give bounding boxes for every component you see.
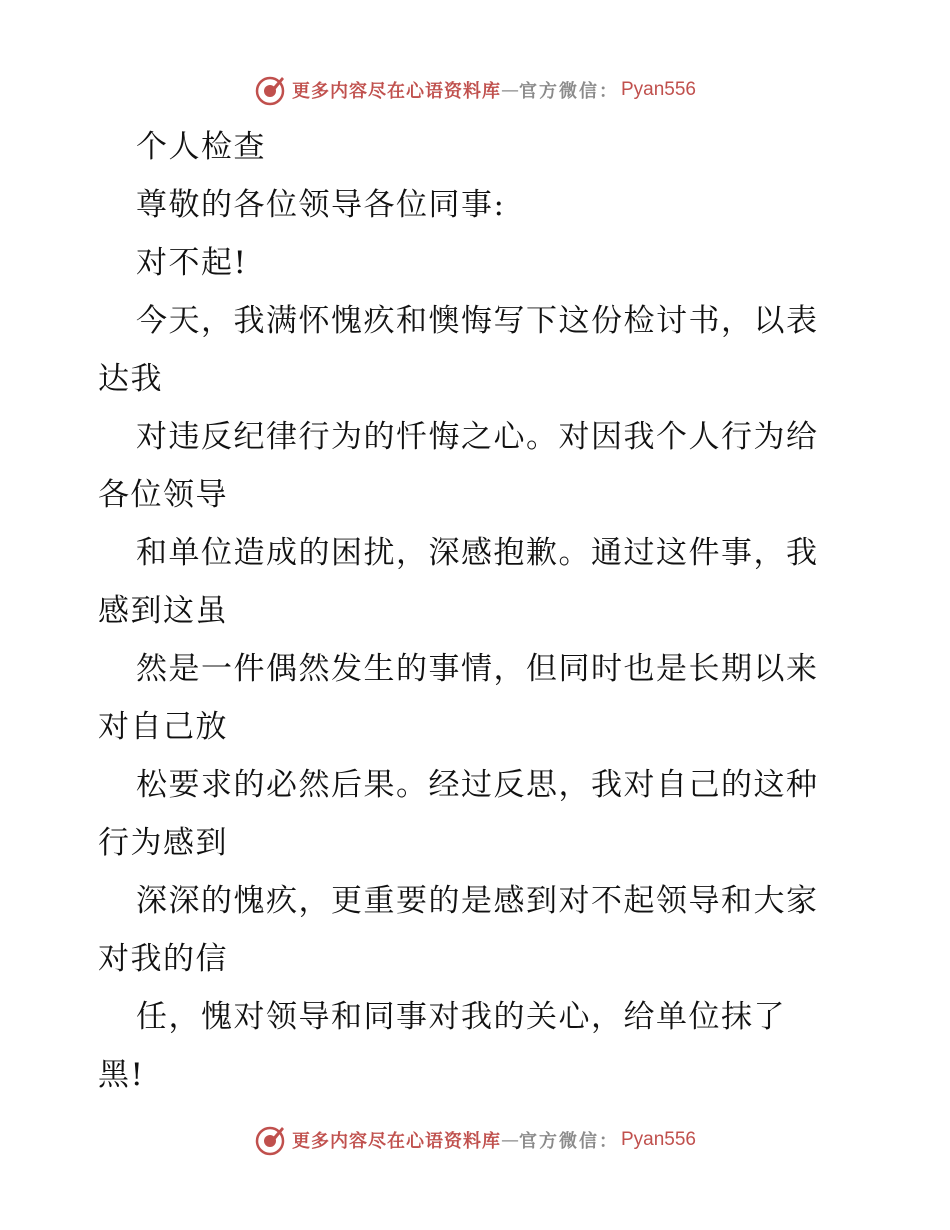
text-line: 松要求的必然后果。经过反思，我对自己的这种 <box>136 767 819 803</box>
watermark-dash: — <box>500 79 519 101</box>
document-title: 个人检查 <box>136 129 266 165</box>
quill-logo-icon <box>254 74 286 106</box>
text-line: 任，愧对领导和同事对我的关心，给单位抹了 <box>136 999 786 1035</box>
text-line: 对我的信 <box>98 941 228 977</box>
watermark-brand: 更多内容尽在心语资料库 <box>291 81 501 102</box>
text-line: 对不起! <box>136 245 248 281</box>
watermark-brand: 更多内容尽在心语资料库 <box>291 1131 501 1152</box>
watermark-label: 官方微信： <box>518 81 619 102</box>
watermark-label: 官方微信： <box>518 1131 619 1152</box>
watermark-handle: Pyan556 <box>620 1129 696 1150</box>
text-line: 行为感到 <box>98 825 228 861</box>
text-line: 达我 <box>98 361 163 397</box>
text-line: 感到这虽 <box>98 593 228 629</box>
text-line: 各位领导 <box>98 477 228 513</box>
watermark-handle: Pyan556 <box>620 79 696 100</box>
text-line: 然是一件偶然发生的事情，但同时也是长期以来 <box>136 651 819 687</box>
text-line: 和单位造成的困扰，深感抱歉。通过这件事，我 <box>136 535 819 571</box>
watermark-footer <box>0 1120 950 1160</box>
watermark-header <box>0 70 950 110</box>
watermark-dash: — <box>500 1129 519 1151</box>
text-line: 今天，我满怀愧疚和懊悔写下这份检讨书，以表 <box>136 303 819 339</box>
text-line: 对自己放 <box>98 709 228 745</box>
text-line: 深深的愧疚，更重要的是感到对不起领导和大家 <box>136 883 819 919</box>
document-body <box>98 118 858 1104</box>
text-line: 对违反纪律行为的忏悔之心。对因我个人行为给 <box>136 419 819 455</box>
text-line: 黑! <box>98 1057 145 1093</box>
quill-logo-icon <box>254 1124 286 1156</box>
salutation: 尊敬的各位领导各位同事: <box>136 187 506 223</box>
